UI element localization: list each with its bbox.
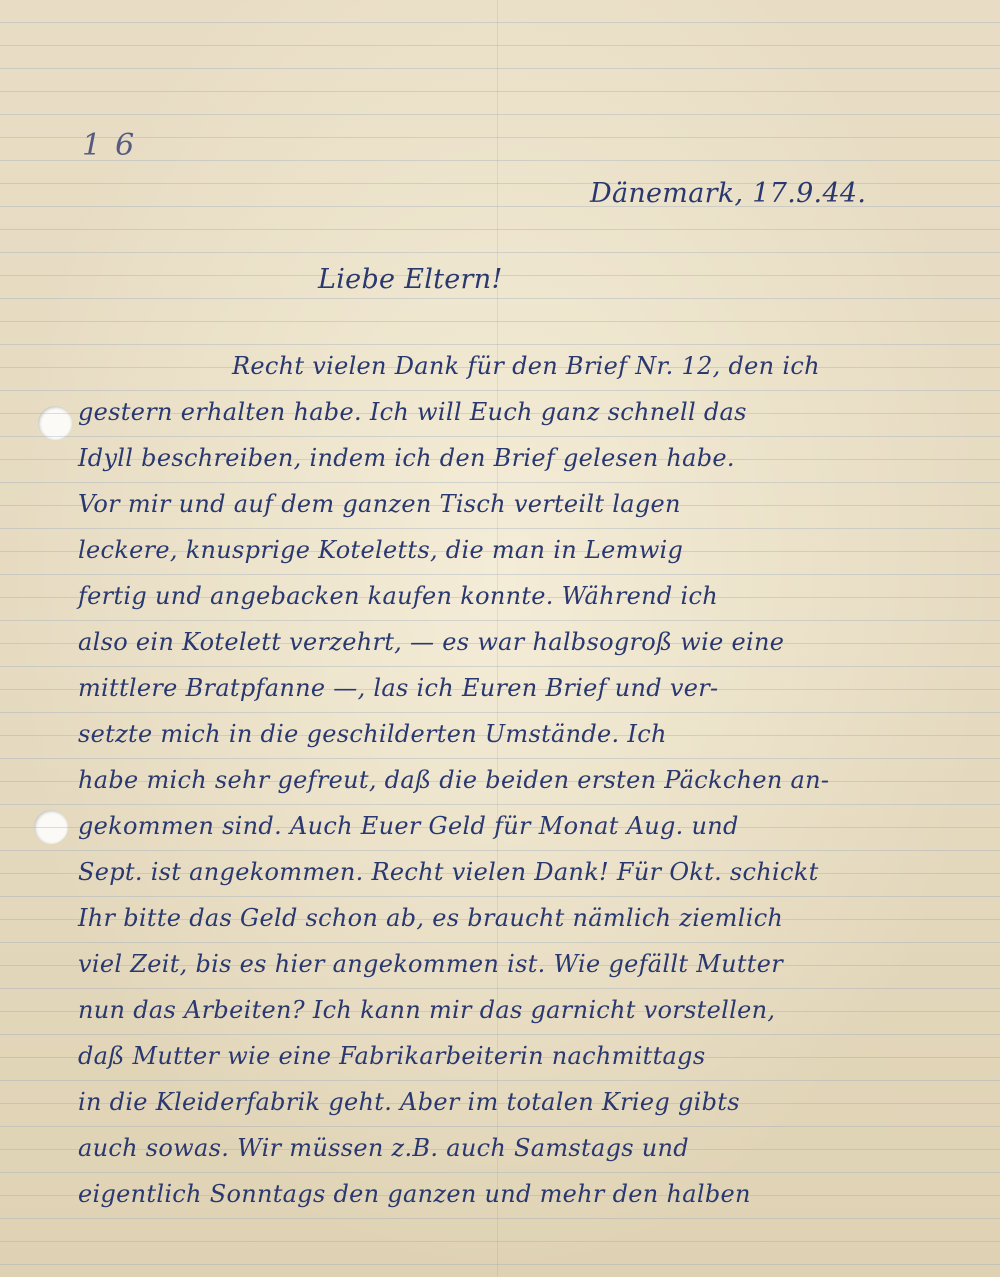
- letter-line: daß Mutter wie eine Fabrikarbeiterin nachmittags: [78, 1042, 706, 1070]
- ruled-line: [0, 68, 1000, 69]
- letter-line: setzte mich in die geschilderten Umstände. Ich: [78, 720, 667, 748]
- punch-hole-top: [38, 406, 72, 440]
- ruled-line: [0, 390, 1000, 391]
- letter-line: Idyll beschreiben, indem ich den Brief gelesen habe.: [78, 444, 735, 472]
- ruled-line: [0, 666, 1000, 667]
- letter-line: in die Kleiderfabrik geht. Aber im totalen Krieg gibts: [78, 1088, 740, 1116]
- letter-line: eigentlich Sonntags den ganzen und mehr den halben: [78, 1180, 751, 1208]
- ruled-line: [0, 758, 1000, 759]
- ruled-line: [0, 1126, 1000, 1127]
- letter-line: Ihr bitte das Geld schon ab, es braucht nämlich ziemlich: [78, 904, 784, 932]
- ruled-line: [0, 160, 1000, 161]
- ruled-line: [0, 91, 1000, 92]
- ruled-line: [0, 114, 1000, 115]
- ruled-line: [0, 229, 1000, 230]
- ruled-line: [0, 896, 1000, 897]
- letter-line: leckere, knusprige Koteletts, die man in Lemwig: [78, 536, 684, 564]
- ruled-line: [0, 712, 1000, 713]
- letter-line: Sept. ist angekommen. Recht vielen Dank! Für Okt. schickt: [78, 858, 819, 886]
- letter-line: Vor mir und auf dem ganzen Tisch verteilt lagen: [78, 490, 681, 518]
- ruled-line: [0, 252, 1000, 253]
- letter-line: also ein Kotelett verzehrt, — es war halbsogroß wie eine: [78, 628, 785, 656]
- ruled-line: [0, 574, 1000, 575]
- letter-line: gekommen sind. Auch Euer Geld für Monat Aug. und: [78, 812, 739, 840]
- ruled-line: [0, 482, 1000, 483]
- ruled-line: [0, 436, 1000, 437]
- ruled-line: [0, 942, 1000, 943]
- ruled-line: [0, 45, 1000, 46]
- ruled-line: [0, 344, 1000, 345]
- letter-line: mittlere Bratpfanne —, las ich Euren Brief und ver-: [78, 674, 719, 702]
- ruled-line: [0, 22, 1000, 23]
- letter-line: auch sowas. Wir müssen z.B. auch Samstags und: [78, 1134, 689, 1162]
- letter-line: fertig und angebacken kaufen konnte. Während ich: [78, 582, 718, 610]
- ruled-line: [0, 850, 1000, 851]
- page-number: 16: [82, 128, 149, 163]
- ruled-line: [0, 1241, 1000, 1242]
- ruled-line: [0, 1264, 1000, 1265]
- ruled-line: [0, 1034, 1000, 1035]
- ruled-line: [0, 988, 1000, 989]
- letter-line: nun das Arbeiten? Ich kann mir das garnicht vorstellen,: [78, 996, 776, 1024]
- ruled-line: [0, 137, 1000, 138]
- ruled-line: [0, 1080, 1000, 1081]
- place-date: Dänemark, 17.9.44.: [590, 178, 867, 209]
- ruled-line: [0, 298, 1000, 299]
- ruled-line: [0, 321, 1000, 322]
- ruled-line: [0, 1218, 1000, 1219]
- ruled-line: [0, 1172, 1000, 1173]
- ruled-line: [0, 804, 1000, 805]
- letter-line: viel Zeit, bis es hier angekommen ist. Wie gefällt Mutter: [78, 950, 784, 978]
- letter-line: Recht vielen Dank für den Brief Nr. 12, den ich: [232, 352, 820, 380]
- letter-line: gestern erhalten habe. Ich will Euch ganz schnell das: [78, 398, 747, 426]
- letter-line: habe mich sehr gefreut, daß die beiden ersten Päckchen an-: [78, 766, 830, 794]
- greeting: Liebe Eltern!: [318, 264, 503, 295]
- ruled-line: [0, 620, 1000, 621]
- ruled-line: [0, 528, 1000, 529]
